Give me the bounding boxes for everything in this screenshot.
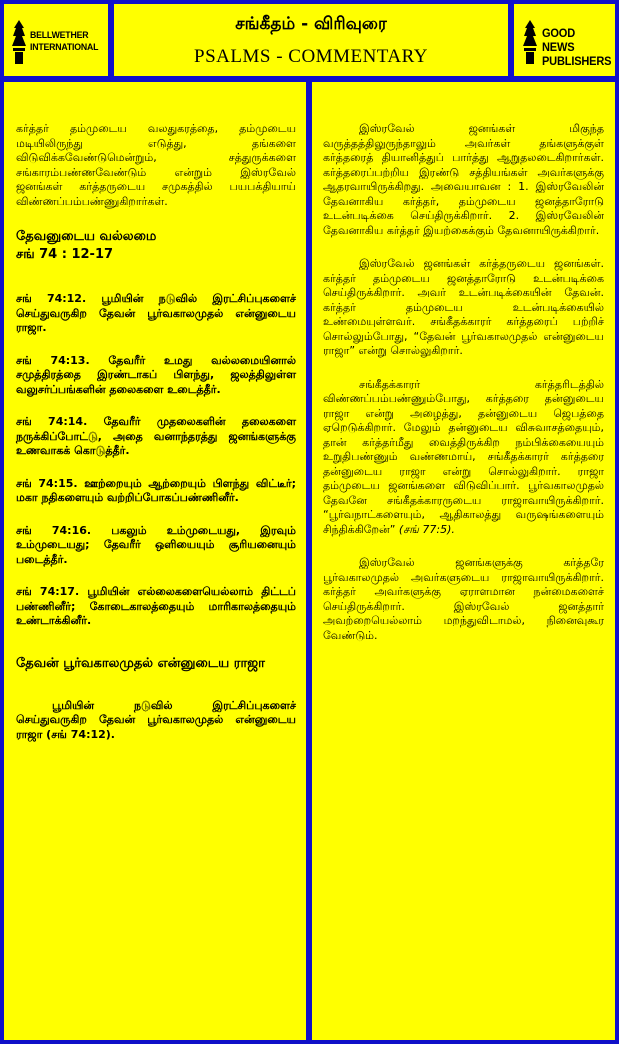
- logo-right-line2: PUBLISHERS: [542, 54, 612, 68]
- bellwether-emblem-icon: [10, 18, 28, 66]
- verse-74-13: சங் 74:13. தேவரீர் உமது வல்லமையினால் சமுத்திரத்தை இரண்டாகப் பிளந்து, ஜலத்திலுள்ள வலுசர்ப்பங்களின் தலைகளை உடைத்தீர்.: [16, 353, 296, 396]
- verse-74-17: சங் 74:17. பூமியின் எல்லைகளையெல்லாம் திட்டப் பண்ணினீர்; கோடைகாலத்தையும் மாரிகாலத்தையும் உண்டாக்கினீர்.: [16, 585, 296, 627]
- bellwether-logo-panel: [2, 2, 110, 78]
- logo-left-line2: INTERNATIONAL: [30, 42, 99, 53]
- logo-left-line1: BELLWETHER: [30, 30, 89, 41]
- right-column: [310, 80, 617, 1042]
- section-heading-title: தேவனுடைய வல்லமை: [16, 229, 157, 244]
- page-title-english: PSALMS - COMMENTARY: [194, 46, 428, 67]
- good-news-logo-panel: [512, 2, 617, 78]
- scripture-reference: (சங் 77:5).: [398, 522, 455, 536]
- section-heading-reference: சங் 74 : 12-17: [16, 247, 114, 262]
- left-column: [2, 80, 308, 1042]
- verse-74-14: சங் 74:14. தேவரீர் முதலைகளின் தலைகளை நருக்கிப்போட்டு, அதை வனாந்தரத்து ஜனங்களுக்கு உணவாகக் கொடுத்தீர்.: [16, 415, 296, 457]
- commentary-paragraph-3-text: சங்கீதக்காரர் கர்த்தரிடத்தில் விண்ணப்பம்பண்ணும்போது, கர்த்தரை தன்னுடைய ராஜா என்று அழைத்து, தன்னுடைய ஜெபத்தை ஏறெடுக்கிறார். மேலும் தன்னுடைய விசுவாசத்தையும், தான் கர்த்தர்மீது வைத்திருக்கிற நம்பிக்கையையும் உறுதிபண்ணும் வண்ணமாய், சங்கீதக்காரர் கர்த்தரை தன்னுடைய ராஜா என்று சொல்லுகிறார். ராஜா தம்முடைய ஜனங்களை விடுவிப்பார். பூர்வகாலமுதல் தேவனே சங்கீதக்காரருடைய ராஜாவாயிருக்கிறார். “பூர்வநாட்களையும், ஆதிகாலத்து வருஷங்களையும் சிந்திக்கிறேன்”: [323, 377, 604, 536]
- section-heading-power: [16, 228, 296, 264]
- verse-74-15: சங் 74:15. ஊற்றையும் ஆற்றையும் பிளந்து விட்டீர்; மகா நதிகளையும் வற்றிப்போகப்பண்ணினீர்.: [16, 476, 296, 504]
- verse-74-12: சங் 74:12. பூமியின் நடுவில் இரட்சிப்புகளைச் செய்துவருகிற தேவன் பூர்வகாலமுதல் என்னுடைய ராஜா.: [16, 292, 296, 334]
- logo-right-line1: GOOD NEWS: [542, 26, 576, 54]
- bellwether-logo: [8, 14, 104, 70]
- section-heading-king: தேவன் பூர்வகாலமுதல் என்னுடைய ராஜா: [16, 655, 265, 671]
- header-title-panel: [112, 2, 510, 78]
- good-news-logo: [518, 14, 611, 70]
- commentary-paragraph-2: இஸ்ரவேல் ஜனங்கள் கர்த்தருடைய ஜனங்கள். கர்த்தர் தம்முடைய ஜனத்தாரோடு உடன்படிக்கை செய்திருக்கிறார். அவர் உடன்படிக்கையின் தேவன். கர்த்தர் தம்முடைய உடன்படிக்கையில் உண்மையுள்ளவர். சங்கீதக்காரர் கர்த்தரைப் பற்றிச் சொல்லும்போது, “தேவன் பூர்வகாலமுதல் என்னுடைய ராஜா” என்று சொல்லுகிறார்.: [323, 257, 604, 357]
- intro-paragraph: கர்த்தர் தம்முடைய வலதுகரத்தை, தம்முடைய மடியிலிருந்து எடுத்து, தங்களை விடுவிக்கவேண்டுமென்றும், சத்துருக்களை சங்காரம்பண்ணவேண்டும் என்றும் இஸ்ரவேல் ஜனங்கள் கர்த்தருடைய சமுகத்தில் பயபக்தியாய் விண்ணப்பம்பண்ணுகிறார்கள்.: [16, 122, 296, 208]
- verse-74-16: சங் 74:16. பகலும் உம்முடையது, இரவும் உம்முடையது; தேவரீர் ஒளியையும் சூரியனையும் படைத்தீர்.: [16, 523, 296, 566]
- commentary-paragraph-1: இஸ்ரவேல் ஜனங்கள் மிகுந்த வருத்தத்திலுருந்தாலும் அவர்கள் தங்களுக்குள் கர்த்தரைத் தியானித்துப் பார்த்து ஆறுதலடைகிறார்கள். கர்த்தரைப்பற்றிய இரண்டு சத்தியங்கள் அவர்களுக்கு ஆதரவாயிருக்கிறது. அவையாவன : 1. இஸ்ரவேலின் தேவனாகிய கர்த்தர், தம்முடைய ஜனத்தாரோடு உடன்படிக்கை செய்திருக்கிறார். 2. இஸ்ரவேலின் தேவனாகிய கர்த்தர் இயற்கைக்கும் தேவனாயிருக்கிறார்.: [323, 122, 604, 237]
- closing-verse: பூமியின் நடுவில் இரட்சிப்புகளைச் செய்துவருகிற தேவன் பூர்வகாலமுதல் என்னுடைய ராஜா (சங் 74:12).: [16, 698, 296, 741]
- good-news-emblem-icon: [520, 18, 540, 66]
- commentary-paragraph-4: இஸ்ரவேல் ஜனங்களுக்கு கர்த்தரே பூர்வகாலமுதல் அவர்களுடைய ராஜாவாயிருக்கிறார். கர்த்தர் அவர்களுக்கு ஏராளமான நன்மைகளைச் செய்திருக்கிறார். இஸ்ரவேல் ஜனத்தார் அவற்றையெல்லாம் மறந்துவிடாமல், நினைவுகூர வேண்டும்.: [323, 556, 604, 642]
- page-title-tamil: சங்கீதம் - விரிவுரை: [235, 14, 387, 34]
- commentary-paragraph-3: [323, 378, 604, 538]
